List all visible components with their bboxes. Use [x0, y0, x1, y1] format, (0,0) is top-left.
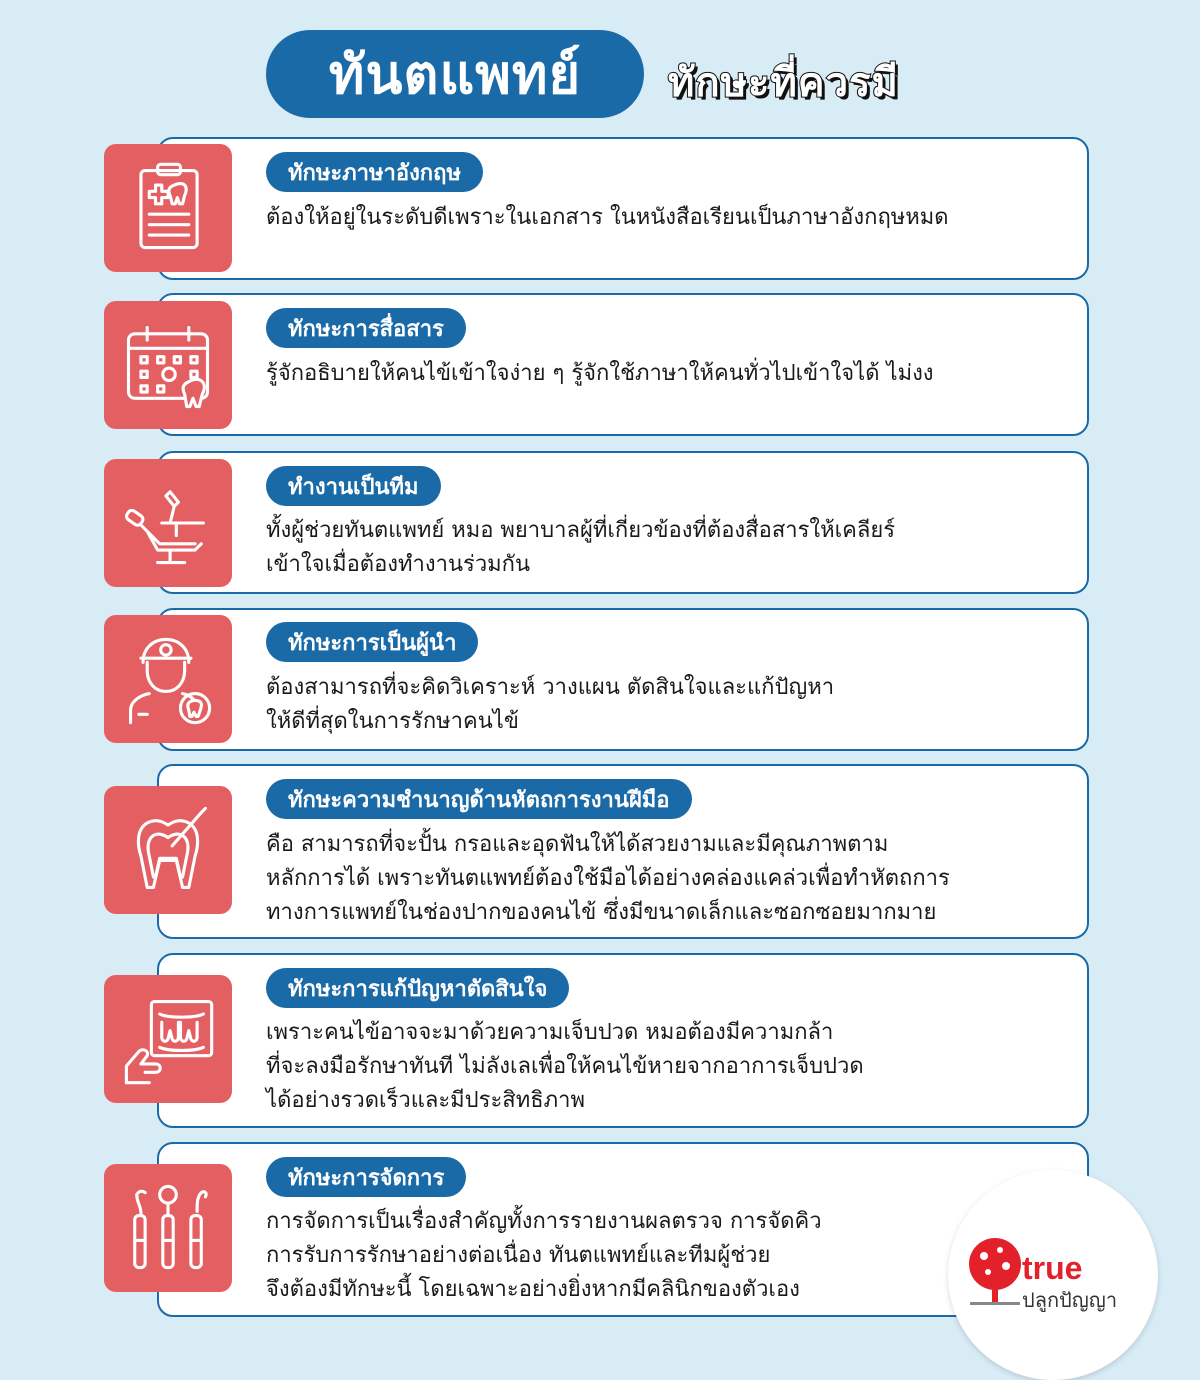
skill-label-communication: ทักษะการสื่อสาร [266, 308, 466, 348]
desc-line: รู้จักอธิบายให้คนไข้เข้าใจง่าย ๆ รู้จักใช้ภาษาให้คนทั่วไปเข้าใจได้ ไม่งง [266, 361, 934, 386]
dental-chair-icon [116, 471, 220, 575]
tree-logo-icon [962, 1234, 1028, 1312]
skill-icon-box-problem-solving [104, 975, 232, 1103]
skill-desc-leadership [266, 671, 1081, 739]
skill-icon-box-teamwork [104, 459, 232, 587]
desc-line: ได้อย่างรวดเร็วและมีประสิทธิภาพ [266, 1088, 585, 1113]
xray-hand-icon [116, 987, 220, 1091]
clipboard-tooth-icon [116, 156, 220, 260]
desc-line: จึงต้องมีทักษะนี้ โดยเฉพาะอย่างยิ่งหากมีคลินิกของตัวเอง [266, 1277, 800, 1302]
skill-label-leadership: ทักษะการเป็นผู้นำ [266, 622, 478, 662]
desc-line: การจัดการเป็นเรื่องสำคัญทั้งการรายงานผลตรวจ การจัดคิว [266, 1209, 822, 1234]
tooth-probe-icon [116, 798, 220, 902]
skill-desc-problem-solving [266, 1016, 1081, 1118]
desc-line: เพราะคนไข้อาจจะมาด้วยความเจ็บปวด หมอต้องมีความกล้า [266, 1020, 834, 1045]
desc-line: ทางการแพทย์ในช่องปากของคนไข้ ซึ่งมีขนาดเล็กและซอกซอยมากมาย [266, 900, 937, 925]
logo-sub-text: ปลูกปัญญา [1022, 1288, 1118, 1312]
desc-line: เข้าใจเมื่อต้องทำงานร่วมกัน [266, 552, 531, 577]
calendar-tooth-icon [116, 313, 220, 417]
skill-label-manual-dexterity: ทักษะความชำนาญด้านหัตถการงานฝีมือ [266, 779, 692, 819]
skill-label-english: ทักษะภาษาอังกฤษ [266, 152, 483, 192]
skill-desc-manual-dexterity [266, 828, 1081, 930]
skill-label-teamwork: ทำงานเป็นทีม [266, 466, 441, 506]
page-subtitle: ทักษะที่ควรมี [668, 60, 899, 106]
page-title: ทันตแพทย์ [266, 30, 644, 118]
skill-icon-box-manual-dexterity [104, 786, 232, 914]
skill-label-management: ทักษะการจัดการ [266, 1157, 466, 1197]
skill-desc-teamwork [266, 514, 1081, 582]
desc-line: ให้ดีที่สุดในการรักษาคนไข้ [266, 709, 519, 734]
desc-line: หลักการได้ เพราะทันตแพทย์ต้องใช้มือได้อย่างคล่องแคล่วเพื่อทำหัตถการ [266, 866, 950, 891]
dental-tools-icon [116, 1176, 220, 1280]
skill-icon-box-communication [104, 301, 232, 429]
desc-line: ที่จะลงมือรักษาทันที ไม่ลังเลเพื่อให้คนไข้หายจากอาการเจ็บปวด [266, 1054, 864, 1079]
logo-brand-text: true [1022, 1250, 1083, 1286]
dentist-icon [116, 627, 220, 731]
skill-label-problem-solving: ทักษะการแก้ปัญหาตัดสินใจ [266, 968, 569, 1008]
skill-desc-english [266, 201, 1081, 235]
desc-line: ต้องสามารถที่จะคิดวิเคราะห์ วางแผน ตัดสินใจและแก้ปัญหา [266, 675, 835, 700]
skill-icon-box-english [104, 144, 232, 272]
desc-line: คือ สามารถที่จะปั้น กรอและอุดฟันให้ได้สวยงามและมีคุณภาพตาม [266, 832, 889, 857]
skill-icon-box-leadership [104, 615, 232, 743]
desc-line: ทั้งผู้ช่วยทันตแพทย์ หมอ พยาบาลผู้ที่เกี่ยวข้องที่ต้องสื่อสารให้เคลียร์ [266, 518, 896, 543]
skill-icon-box-management [104, 1164, 232, 1292]
desc-line: การรับการรักษาอย่างต่อเนื่อง ทันตแพทย์และทีมผู้ช่วย [266, 1243, 771, 1268]
brand-logo[interactable] [948, 1170, 1158, 1380]
desc-line: ต้องให้อยู่ในระดับดีเพราะในเอกสาร ในหนังสือเรียนเป็นภาษาอังกฤษหมด [266, 205, 949, 230]
skill-desc-communication [266, 357, 1081, 391]
